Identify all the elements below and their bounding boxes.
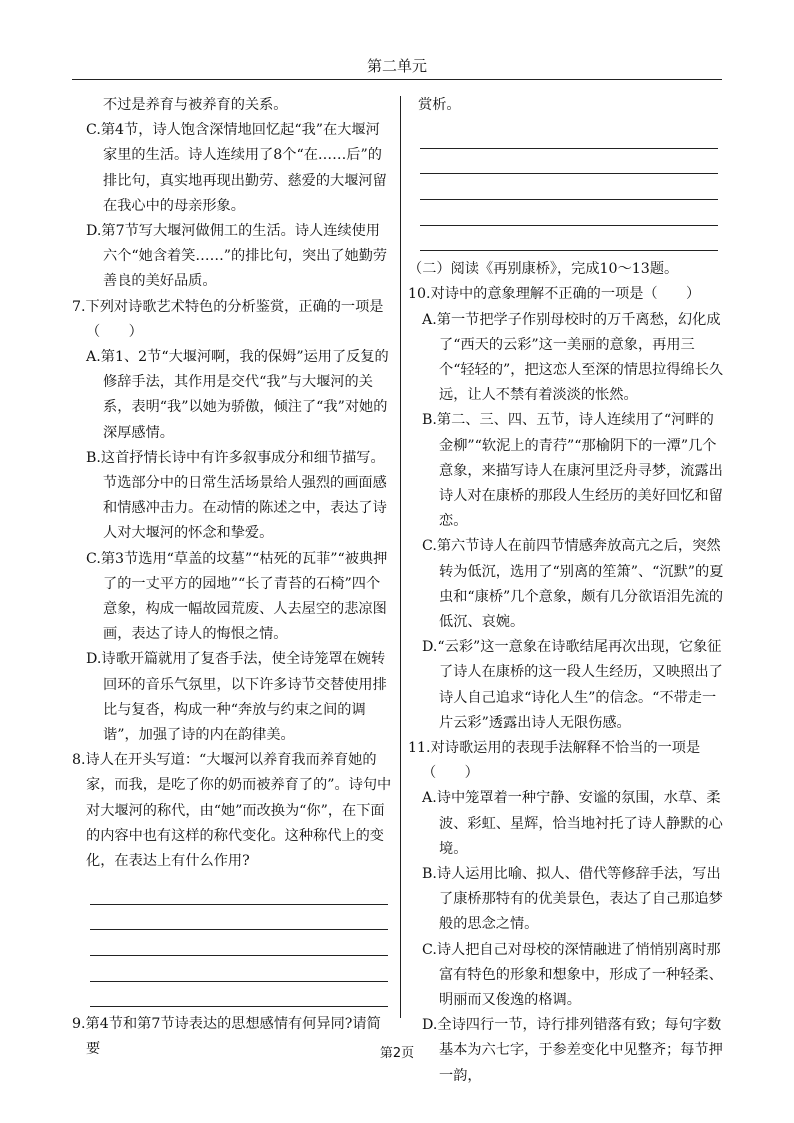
unit-title: 第二单元 <box>366 57 427 75</box>
q11-option-c: C.诗人把自己对母校的深情融进了悄悄别离时那富有特色的形象和想象中，形成了一种轻柔、明丽而又俊逸的格调。 <box>422 941 723 1009</box>
q10-option-c: C.第六节诗人在前四节情感奔放高亢之后，突然转为低沉，选用了“别离的笙箫”、“沉默”的夏虫和“康桥”几个意象，颇有几分欲语泪先流的低沉、哀婉。 <box>422 538 724 631</box>
q7-option-c: C.第3节选用“草盖的坟墓”“枯死的瓦菲”“被典押了的一丈平方的园地”“长了青苔的石椅”四个意象，构成一幅故园荒废、人去屋空的悲凉图画，表达了诗人的悔恨之情。 <box>86 550 388 643</box>
answer-line[interactable] <box>420 174 718 200</box>
question-8: 8.诗人在开头写道：“大堰河以养育我而养育她的家，而我，是吃了你的奶而被养育了的”。诗句中对大堰河的称代，由“她”而改换为“你”，在下面的内容中也有这样的称代变化。这种称代上的变化，在表达上有什么作用? <box>72 752 392 870</box>
page-header <box>72 0 722 80</box>
q6-option-d: D.第7节写大堰河做佣工的生活。诗人连续使用六个“她含着笑……”的排比句，突出了她勤劳善良的美好品质。 <box>86 223 388 290</box>
answer-line[interactable] <box>90 905 388 931</box>
q11-option-b: B.诗人运用比喻、拟人、借代等修辞手法，写出了康桥那特有的优美景色，表达了自己那追梦般的思念之情。 <box>422 866 723 933</box>
q11-option-a: A.诗中笼罩着一种宁静、安谧的氛围，水草、柔波、彩虹、星辉，恰当地衬托了诗人静默的心境。 <box>422 790 723 857</box>
q6-option-c: C.第4节，诗人饱含深情地回忆起“我”在大堰河家里的生活。诗人连续用了8个“在……后”的排比句，真实地再现出勤劳、慈爱的大堰河留在我心中的母亲形象。 <box>86 122 387 214</box>
question-9-tail: 赏析。 <box>418 97 461 113</box>
page-number: 第2页 <box>379 1046 415 1061</box>
q10-option-a: A.第一节把学子作别母校时的万千离愁，幻化成了“西天的云彩”这一美丽的意象，再用三个“轻轻的”，把这恋人至深的情思拉得绵长久远，让人不禁有着淡淡的怅然。 <box>422 311 724 404</box>
question-7: 7.下列对诗歌艺术特色的分析鉴赏，正确的一项是（ ） <box>72 298 384 340</box>
column-divider <box>400 96 401 1018</box>
option-c-tail: 不过是养育与被养育的关系。 <box>103 97 288 113</box>
answer-line[interactable] <box>420 123 718 149</box>
answer-line[interactable] <box>90 930 388 956</box>
q11-option-d: D.全诗四行一节，诗行排列错落有致；每句字数基本为六七字，于参差变化中见整齐；每节押一韵， <box>422 1017 723 1084</box>
question-9: 9.第4节和第7节诗表达的思想感情有何异同?请简要 <box>72 1016 381 1058</box>
question-11: 11.对诗歌运用的表现手法解释不恰当的一项是（ ） <box>408 740 701 782</box>
answer-line[interactable] <box>90 879 388 905</box>
q7-option-a: A.第1、2节“大堰河啊，我的保姆”运用了反复的修辞手法，其作用是交代“我”与大堰河的关系，表明“我”以她为骄傲，倾注了“我”对她的深厚感情。 <box>86 349 389 441</box>
answer-line[interactable] <box>420 200 718 226</box>
q7-option-d: D.诗歌开篇就用了复沓手法，使全诗笼罩在婉转回环的音乐气氛里，以下许多诗节交替使用排比与复沓，构成一种“奔放与约束之间的调谐”，加强了诗的内在韵律美。 <box>86 651 387 744</box>
q10-option-b: B.第二、三、四、五节，诗人连续用了“河畔的金柳”“软泥上的青荇”“那榆阴下的一潭”几个意象，来描写诗人在康河里泛舟寻梦，流露出诗人对在康桥的那段人生经历的美好回忆和留恋。 <box>422 412 723 530</box>
right-column <box>408 93 724 1089</box>
q10-option-d: D.“云彩”这一意象在诗歌结尾再次出现，它象征了诗人在康桥的这一段人生经历，又映照出了诗人自己追求“诗化人生”的信念。“不带走一片云彩”透露出诗人无限伤感。 <box>422 639 723 731</box>
answer-line[interactable] <box>420 226 718 252</box>
header-rule <box>72 79 722 80</box>
answer-line[interactable] <box>420 149 718 175</box>
answer-line[interactable] <box>90 956 388 982</box>
left-column <box>72 93 392 1063</box>
q7-option-b: B.这首抒情长诗中有许多叙事成分和细节描写。节选部分中的日常生活场景给人强烈的画面感和情感冲击力。在动情的陈述之中，表达了诗人对大堰河的怀念和挚爱。 <box>86 449 387 542</box>
section-heading: （二）阅读《再别康桥》，完成10～13题。 <box>408 261 679 278</box>
question-10: 10.对诗中的意象理解不正确的一项是（ ） <box>408 286 701 303</box>
answer-line[interactable] <box>90 982 388 1008</box>
